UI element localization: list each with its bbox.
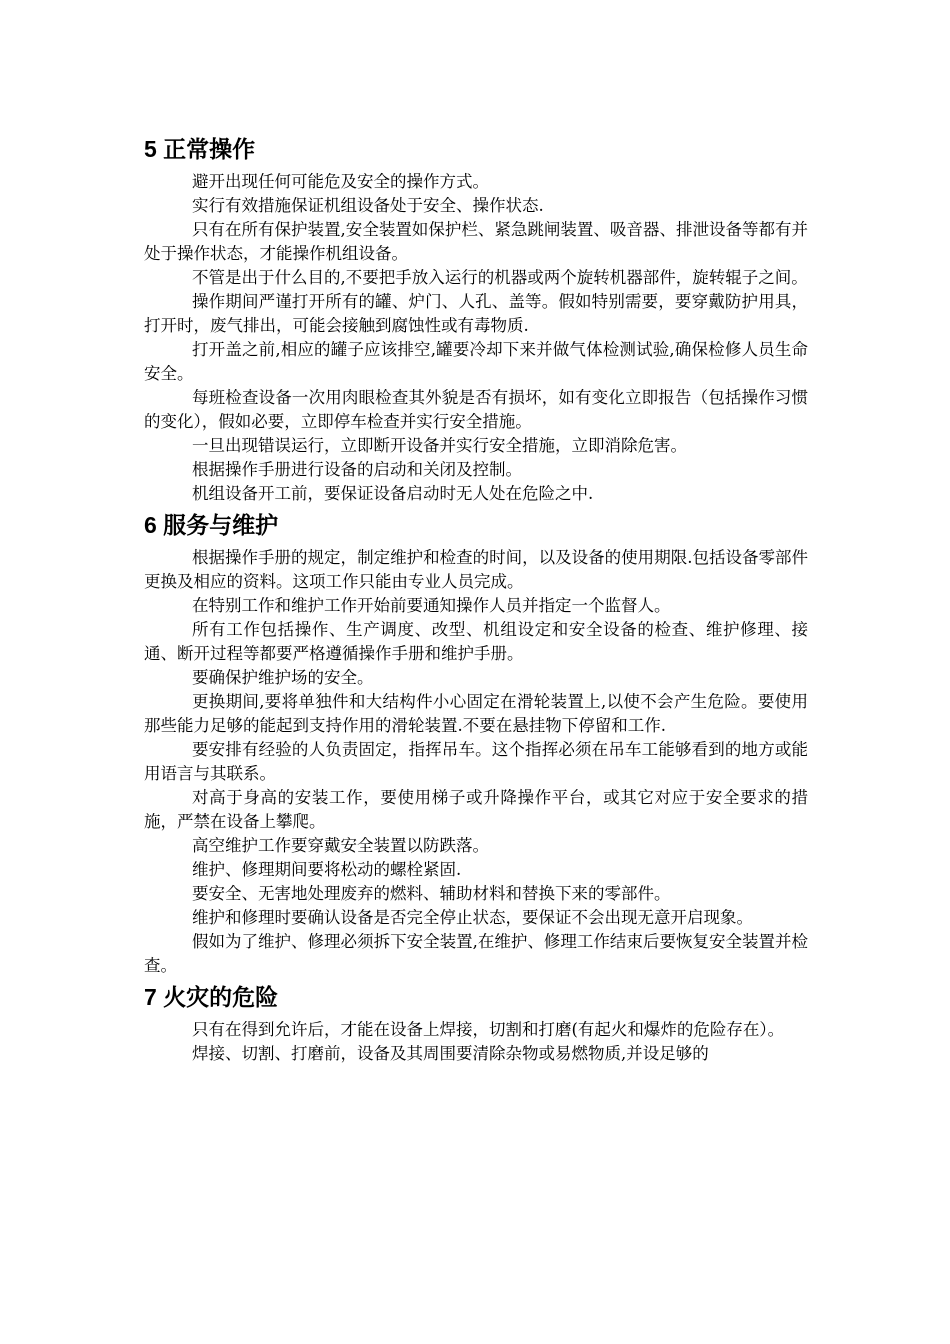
paragraph: 对高于身高的安装工作，要使用梯子或升降操作平台，或其它对应于安全要求的措施，严禁在设备上攀爬。 — [144, 788, 808, 831]
section-heading: 7 火灾的危险 — [144, 984, 279, 1010]
paragraph: 只有在得到允许后，才能在设备上焊接，切割和打磨(有起火和爆炸的危险存在）。 — [192, 1020, 785, 1039]
section-heading: 6 服务与维护 — [144, 512, 279, 538]
paragraph: 避开出现任何可能危及安全的操作方式。 — [192, 172, 489, 191]
section-heading: 5 正常操作 — [144, 136, 256, 162]
section-6 — [144, 510, 808, 978]
paragraph: 焊接、切割、打磨前，设备及其周围要清除杂物或易燃物质,并设足够的 — [192, 1044, 709, 1063]
paragraph: 维护、修理期间要将松动的螺栓紧固. — [192, 860, 462, 879]
paragraph: 机组设备开工前，要保证设备启动时无人处在危险之中. — [192, 484, 594, 503]
document-body — [144, 130, 808, 1066]
paragraph: 打开盖之前,相应的罐子应该排空,罐要冷却下来并做气体检测试验,确保检修人员生命安全。 — [144, 340, 808, 383]
paragraph: 实行有效措施保证机组设备处于安全、操作状态. — [192, 196, 544, 215]
section-7 — [144, 982, 808, 1066]
paragraph: 要安排有经验的人负责固定，指挥吊车。这个指挥必须在吊车工能够看到的地方或能用语言与其联系。 — [144, 740, 808, 783]
paragraph: 根据操作手册进行设备的启动和关闭及控制。 — [192, 460, 522, 479]
paragraph: 一旦出现错误运行，立即断开设备并实行安全措施，立即消除危害。 — [192, 436, 687, 455]
paragraph: 要确保护维护场的安全。 — [192, 668, 374, 687]
paragraph: 根据操作手册的规定，制定维护和检查的时间，以及设备的使用期限.包括设备零部件更换及相应的资料。这项工作只能由专业人员完成。 — [144, 548, 808, 591]
paragraph: 要安全、无害地处理废弃的燃料、辅助材料和替换下来的零部件。 — [192, 884, 671, 903]
paragraph: 更换期间,要将单独件和大结构件小心固定在滑轮装置上,以使不会产生危险。要使用那些能力足够的能起到支持作用的滑轮装置.不要在悬挂物下停留和工作. — [144, 692, 808, 735]
paragraph: 在特别工作和维护工作开始前要通知操作人员并指定一个监督人。 — [192, 596, 671, 615]
paragraph: 每班检查设备一次用肉眼检查其外貌是否有损坏，如有变化立即报告（包括操作习惯的变化），假如必要，立即停车检查并实行安全措施。 — [144, 388, 808, 431]
paragraph: 所有工作包括操作、生产调度、改型、机组设定和安全设备的检查、维护修理、接通、断开过程等都要严格遵循操作手册和维护手册。 — [144, 620, 808, 663]
paragraph: 不管是出于什么目的,不要把手放入运行的机器或两个旋转机器部件，旋转辊子之间。 — [192, 268, 808, 287]
paragraph: 假如为了维护、修理必须拆下安全装置,在维护、修理工作结束后要恢复安全装置并检查。 — [144, 932, 808, 975]
paragraph: 维护和修理时要确认设备是否完全停止状态，要保证不会出现无意开启现象。 — [192, 908, 753, 927]
paragraph: 只有在所有保护装置,安全装置如保护栏、紧急跳闸装置、吸音器、排泄设备等都有并处于操作状态，才能操作机组设备。 — [144, 220, 808, 263]
paragraph: 操作期间严谨打开所有的罐、炉门、人孔、盖等。假如特别需要，要穿戴防护用具，打开时，废气排出，可能会接触到腐蚀性或有毒物质. — [144, 292, 808, 335]
paragraph: 高空维护工作要穿戴安全装置以防跌落。 — [192, 836, 489, 855]
section-5 — [144, 134, 808, 506]
